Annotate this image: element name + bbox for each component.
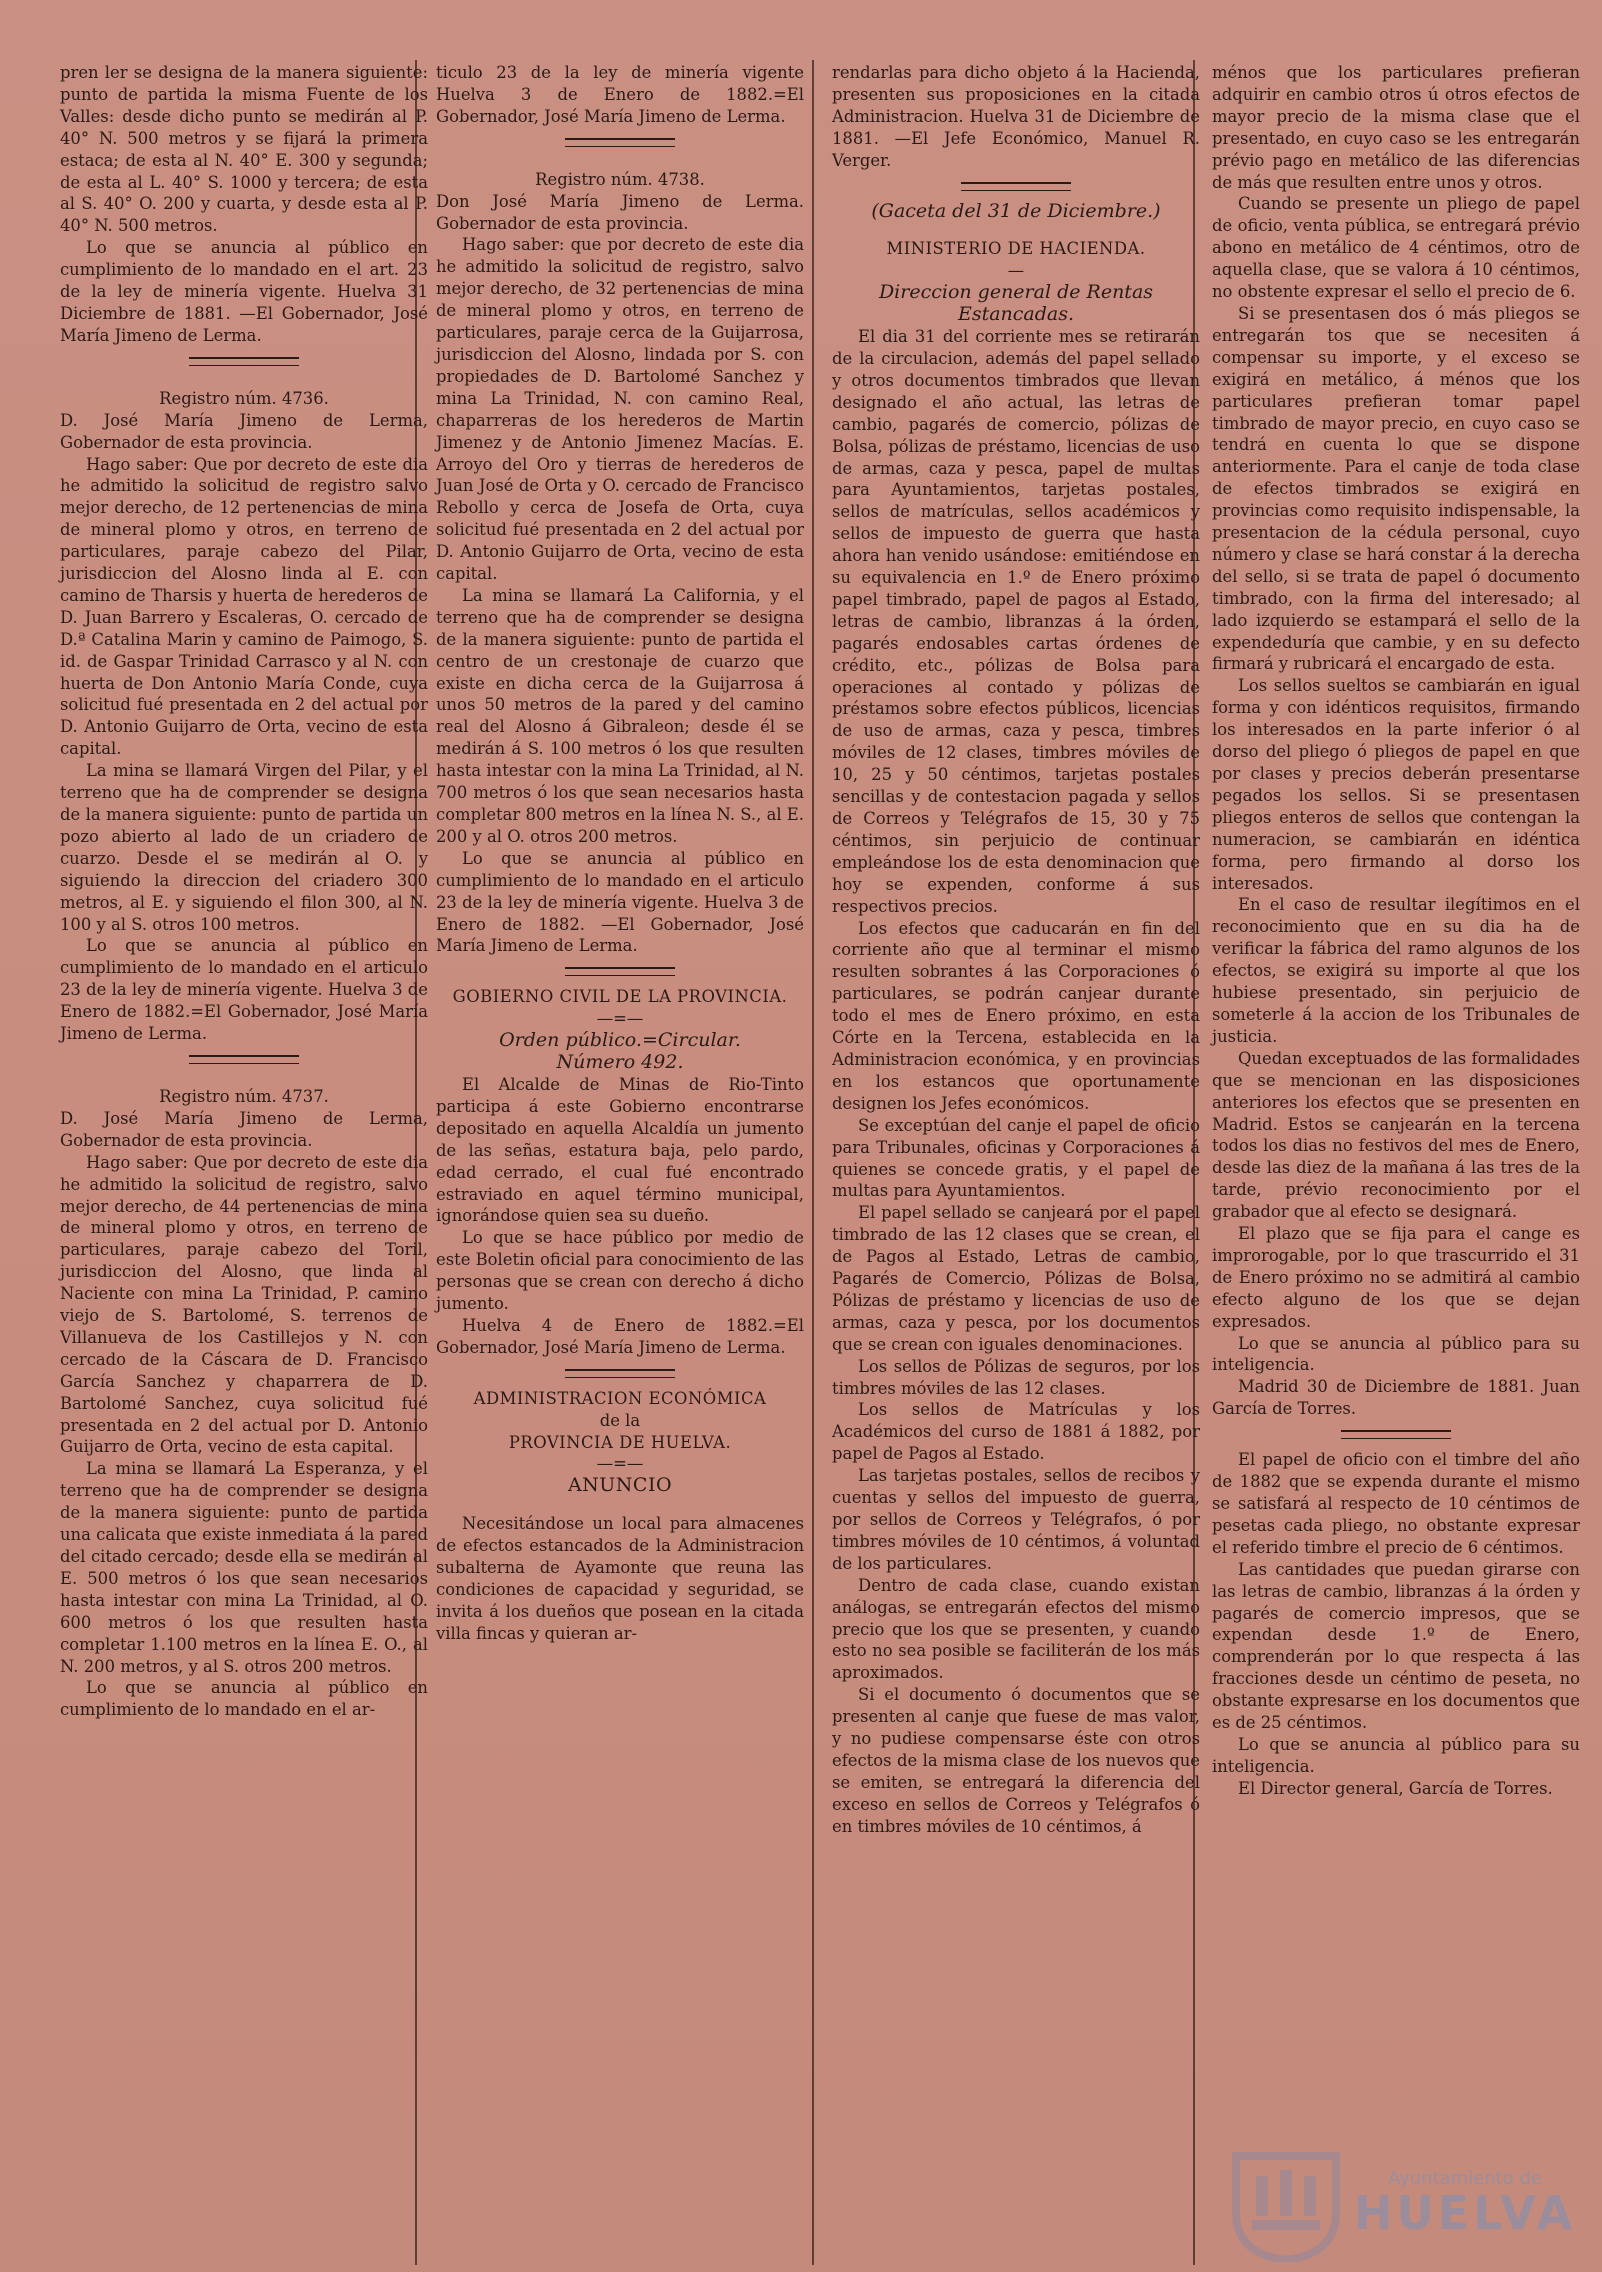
- paragraph: Cuando se presente un pliego de papel de oficio, venta pública, se entregará prévio abono en metálico de 4 céntimos, otro de aquella clase, que se valora á 10 céntimos, no obstente expresar el sello el precio de 6.: [1212, 194, 1580, 302]
- subsection-heading: Orden público.=Circular.: [499, 1029, 741, 1052]
- registro-title: Registro núm. 4736.: [159, 388, 329, 408]
- paragraph: Lo que se anuncia al público para su inteligencia.: [1212, 1333, 1580, 1375]
- column-3: [832, 62, 1200, 1838]
- gaceta-heading: (Gaceta del 31 de Diciembre.): [871, 199, 1161, 222]
- registro-title: Registro núm. 4737.: [159, 1086, 329, 1106]
- paragraph: Las tarjetas postales, sellos de recibos y cuentas y sellos del impuesto de guerra, por sellos de Correos y Telégrafos, ó por timbres móviles de 10 céntimos, á voluntad de los particulares.: [832, 1466, 1200, 1573]
- section-heading: MINISTERIO DE HACIENDA.: [886, 239, 1146, 259]
- paragraph: Hago saber: Que por decreto de este dia he admitido la solicitud de registro, salvo mejor derecho, de 44 pertenencias de mina de mineral plomo y otros, en terreno de particulares, paraje cabezo del Toril, jurisdiccion del Alosno, que linda al Naciente con mina La Trinidad, P. camino viejo de S. Bartolomé, S. terrenos de Villanueva de los Castillejos y N. con cercado de la Cáscara de D. Francisco García Sanchez y chaparrera de D. Bartolomé Sanchez, cuya solicitud fué presentada en 2 del actual por D. Antonio Guijarro de Orta, vecino de esta capital.: [60, 1152, 428, 1457]
- paragraph: En el caso de resultar ilegítimos en el reconocimiento que en su dia ha de verificar la fábrica del ramo algunos de los efectos, se exigirá su importe al que los hubiese presentado, sin perjuicio de someterle á la accion de los Tribunales de justicia.: [1212, 895, 1580, 1046]
- column-rule: [812, 60, 814, 2265]
- paragraph: ménos que los particulares prefieran adquirir en cambio otros ú otros efectos de mayor precio de la misma clase que el presentado, en cuyo caso se les entregarán prévio pago en metálico de las diferencias de más que resulten entre unos y otros.: [1212, 63, 1580, 192]
- paragraph: Necesitándose un local para almacenes de efectos estancados de la Administracion subalterna de Ayamonte que reuna las condiciones de capacidad y seguridad, se invita á los dueños que posean en la citada villa fincas y quieran ar-: [436, 1514, 804, 1643]
- paragraph: Los efectos que caducarán en fin del corriente año que al terminar el mismo resulten sobrantes á las Corporaciones ó particulares, se podrán canjear durante todo el mes de Enero próximo, en esta Córte en la Tercena, establecida en la Administracion económica, y en provincias en los estancos que oportunamente designen los Jefes económicos.: [832, 918, 1200, 1113]
- section-heading: de la: [599, 1410, 641, 1430]
- paragraph: La mina se llamará La California, y el terreno que ha de comprender se designa de la manera siguiente: punto de partida el centro de un crestonaje de cuarzo que existe en dicha cerca de la Guijarrosa á unos 50 metros de la pared y del camino real del Alosno á Gibraleon; desde él se medirán á S. 100 metros ó los que resulten hasta intestar con la mina La Trinidad, al N. 700 metros ó los que sean necesarios hasta completar 800 metros en la línea N. S., al E. 200 y al O. otros 200 metros.: [436, 585, 804, 846]
- paragraph: Dentro de cada clase, cuando existan análogas, se entregarán efectos del mismo precio que los que se presenten, y cuando esto no sea posible se faciliterán de los más aproximados.: [832, 1575, 1200, 1683]
- signature: Madrid 30 de Diciembre de 1881. Juan García de Torres.: [1212, 1377, 1580, 1419]
- section-heading: GOBIERNO CIVIL DE LA PROVINCIA.: [452, 987, 788, 1007]
- section-ornament: [961, 182, 1071, 191]
- paragraph: Lo que se anuncia al público en cumplimiento de lo mandado en el articulo 23 de la ley de minería vigente. Huelva 3 de Enero de 1882. —El Gobernador, José María Jimeno de Lerma.: [436, 848, 804, 956]
- paragraph: Huelva 4 de Enero de 1882.=El Gobernador, José María Jimeno de Lerma.: [436, 1315, 804, 1357]
- paragraph: El Alcalde de Minas de Rio-Tinto participa á este Gobierno encontrarse depositado en aquella Alcaldía un jumento de las señas, estatura baja, pelo pardo, edad cerrado, el cual fué encontrado estraviado en aquel término municipal, ignorándose quien sea su dueño.: [436, 1074, 804, 1226]
- paragraph: Lo que se anuncia al público en cumplimiento de lo mandado en el ar-: [60, 1678, 428, 1720]
- section-ornament: [565, 138, 675, 147]
- registro-title: Registro núm. 4738.: [535, 169, 705, 189]
- paragraph: Los sellos de Pólizas de seguros, por los timbres móviles de las 12 clases.: [832, 1356, 1200, 1398]
- paragraph: Si el documento ó documentos que se presenten al canje que fuese de mas valor, y no pudiese compensarse éste con otros efectos de la misma clase de los nuevos que se emiten, se entregará la diferencia del exceso en sellos de Correos y Telégrafos ó en timbres móviles de 10 céntimos, á: [832, 1685, 1200, 1836]
- watermark-small-text: Ayuntamiento de: [1388, 2168, 1542, 2189]
- paragraph: Los sellos de Matrículas y los Académicos del curso de 1881 á 1882, por papel de Pagos al Estado.: [832, 1400, 1200, 1464]
- column-4: [1212, 62, 1580, 1800]
- paragraph: Las cantidades que puedan girarse con las letras de cambio, libranzas á la órden y pagarés de comercio impresos, que se expendan desde 1.º de Enero, comprenderán por lo que respecta á las fracciones desde un céntimo de peseta, no obstante expresarse en los documentos que es de 25 céntimos.: [1212, 1559, 1580, 1733]
- paragraph: El papel sellado se canjeará por el papel timbrado de las 12 clases que se crean, el de Pagos al Estado, Letras de cambio, Pagarés de Comercio, Pólizas de Bolsa, Pólizas de préstamo y licencias de uso de armas, caza y pesca, por los documentos que se crean con iguales denominaciones.: [832, 1203, 1200, 1354]
- paragraph: Quedan exceptuados de las formalidades que se mencionan en las disposiciones anteriores los efectos que se presenten en Madrid. Estos se canjearán en la tercena todos los dias no festivos del mes de Enero, desde las diez de la mañana á las tres de la tarde, prévio reconocimiento por el grabador que al efecto se designará.: [1212, 1048, 1580, 1222]
- circular-number: Número 492.: [556, 1051, 684, 1074]
- section-ornament: [1341, 1430, 1451, 1439]
- registro-author: D. José María Jimeno de Lerma, Gobernador de esta provincia.: [60, 1108, 428, 1150]
- column-2: [436, 62, 804, 1645]
- section-ornament: [565, 967, 675, 976]
- paragraph: El plazo que se fija para el cange es improrogable, por lo que trascurrido el 31 de Enero próximo no se admitirá al cambio efecto alguno de los que se dejan expresados.: [1212, 1224, 1580, 1331]
- paragraph: rendarlas para dicho objeto á la Hacienda, presenten sus proposiciones en la citada Administracion. Huelva 31 de Diciembre de 1881. —El Jefe Económico, Manuel R. Verger.: [832, 63, 1200, 170]
- paragraph: ticulo 23 de la ley de minería vigente Huelva 3 de Enero de 1882.=El Gobernador, José María Jimeno de Lerma.: [436, 63, 804, 126]
- paragraph: pren ler se designa de la manera siguiente: punto de partida la misma Fuente de los Valles: desde dicho punto se medirán al P. 40° N. 500 metros y se fijará la primera estaca; de esta al N. 40° E. 300 y segunda; de esta al L. 40° S. 1000 y tercera; de esta al S. 40° O. 200 y cuarta, y desde esta al P. 40° N. 500 metros.: [60, 63, 428, 236]
- paragraph: Si se presentasen dos ó más pliegos se entregarán tos que se necesiten á compensar su importe, y el exceso se exigirá en metálico, á ménos que los particulares prefieran tomar papel timbrado de mayor precio, en cuyo caso se tendrá en cuenta lo que se dispone anteriormente. Para el canje de toda clase de efectos timbrados se exigirá en provincias como requisito indispensable, la presentacion de la cédula personal, cuyo número y clase se hará constar á la derecha del sello, si se trata de papel ó documento timbrado, con la firma del interesado; al lado izquierdo se estampará el sello de la expendeduría que cambie, y en su defecto firmará y rubricará el encargado de esta.: [1212, 303, 1580, 674]
- subsection-heading: Direccion general de Rentas Estancadas.: [878, 281, 1154, 326]
- registro-author: D. José María Jimeno de Lerma, Gobernador de esta provincia.: [60, 410, 428, 452]
- heading-separator: —=—: [596, 1009, 644, 1029]
- heading-separator: —=—: [596, 1454, 644, 1474]
- paragraph: Se exceptúan del canje el papel de oficio para Tribunales, oficinas y Corporaciones á quienes se concede gratis, y el papel de multas para Ayuntamientos.: [832, 1115, 1200, 1201]
- paragraph: La mina se llamará Virgen del Pilar, y el terreno que ha de comprender se designa de la manera siguiente: punto de partida un pozo abierto al lado de un criadero de cuarzo. Desde el se medirán al O. y siguiendo la direccion del criadero 300 metros, al E. y siguiendo el filon 300, al N. 100 y al S. otros 100 metros.: [60, 761, 428, 934]
- paragraph: Hago saber: Que por decreto de este dia he admitido la solicitud de registro salvo mejor derecho, de 12 pertenencias de mina de mineral plomo y otros, en terreno de particulares, paraje cabezo del Pilar, jurisdiccion del Alosno linda al E. con camino de Tharsis y huerta de herederos de D. Juan Barrero y Escaleras, O. cercado de D.ª Catalina Marin y camino de Paimogo, S. id. de Gaspar Trinidad Carrasco y al N. con huerta de Don Antonio María Conde, cuya solicitud fué presentada en 2 del actual por D. Antonio Guijarro de Orta, vecino de esta capital.: [60, 454, 428, 759]
- paragraph: Lo que se hace público por medio de este Boletin oficial para conocimiento de las personas que se crean con derecho á dicho jumento.: [436, 1228, 805, 1314]
- column-1: [60, 62, 428, 1721]
- paragraph: El papel de oficio con el timbre del año de 1882 que se expenda durante el mismo se satisfará al respecto de 10 céntimos de pesetas cada pliego, no obstante expresar el referido timbre el precio de 6 céntimos.: [1212, 1450, 1580, 1557]
- paragraph: Lo que se anuncia al público en cumplimiento de lo mandado en el articulo 23 de la ley de minería vigente. Huelva 3 de Enero de 1882.=El Gobernador, José María Jimeno de Lerma.: [60, 936, 428, 1044]
- paragraph: Hago saber: que por decreto de este dia he admitido la solicitud de registro, salvo mejor derecho, de 32 pertenencias de mina de mineral plomo y otros, en terreno de particulares, paraje cerca de la Guijarrosa, jurisdiccion del Alosno, lindada por S. con propiedades de D. Bartolomé Sanchez y mina La Trinidad, N. con camino Real, chaparreras de los herederos de Martin Jimenez y de Antonio Jimenez Macías. E. Arroyo del Oro y tierras de herederos de Juan José de Orta y O. cercado de Francisco Rebollo y cerca de Josefa de Orta, cuya solicitud fué presentada en 2 del actual por D. Antonio Guijarro de Orta, vecino de esta capital.: [436, 235, 804, 584]
- heading-separator: —: [1007, 261, 1025, 281]
- paragraph: Lo que se anuncia al público para su inteligencia.: [1212, 1734, 1580, 1776]
- section-ornament: [189, 357, 299, 366]
- watermark-big-text: HUELVA: [1353, 2186, 1577, 2240]
- paragraph: El dia 31 del corriente mes se retirarán de la circulacion, además del papel sellado y otros documentos timbrados que llevan designado el año actual, las letras de cambio, pagarés de comercio, pólizas de Bolsa, pólizas de préstamo, licencias de uso de armas, caza y pesca, papel de multas para Ayuntamientos, tarjetas postales, sellos de matrículas, sellos académicos y sellos de impuesto de guerra que hasta ahora han venido usándose: emitiéndose en su equivalencia en 1.º de Enero próximo papel timbrado, papel de pagos al Estado, letras de cambio, libranzas á la órden, pagarés endosables cartas órdenes de crédito, etc., pólizas de Bolsa para operaciones al contado y pólizas de préstamos sobre efectos públicos, licencias de uso de armas, caza y pesca, timbres móviles de 12 clases, timbres móviles de 10, 25 y 50 céntimos, tarjetas postales sencillas y de contestacion pagada y sellos de Correos y Telégrafos de 15, 30 y 75 céntimos, sin perjuicio de continuar empleándose los de esta denominacion que hoy se expenden, conforme á sus respectivos precios.: [832, 327, 1200, 916]
- paragraph: La mina se llamará La Esperanza, y el terreno que ha de comprender se designa de la manera siguiente: punto de partida una calicata que existe inmediata á la pared del citado cercado; desde ella se medirán al E. 500 metros ó los que sean necesarios hasta intestar con mina La Trinidad, al O. 600 metros ó los que resulten hasta completar 1.100 metros en la línea E. O., al N. 200 metros, y al S. otros 200 metros.: [60, 1459, 428, 1676]
- paragraph: Los sellos sueltos se cambiarán en igual forma y con idénticos requisitos, firmando los interesados en la parte inferior ó al dorso del pliego ó pliegos de papel en que por clases y precios deberán presentarse pegados los sellos. Si se presentasen pliegos enteros de sellos que contengan la numeracion, se cambiarán en idéntica forma, pero firmando al dorso los interesados.: [1212, 676, 1580, 893]
- city-seal-icon: [1226, 2150, 1346, 2262]
- registro-author: Don José María Jimeno de Lerma. Gobernador de esta provincia.: [436, 191, 804, 233]
- paragraph: Lo que se anuncia al público en cumplimiento de lo mandado en el art. 23 de la ley de minería vigente. Huelva 31 Diciembre de 1881. —El Gobernador, José María Jimeno de Lerma.: [60, 238, 428, 345]
- section-heading: ADMINISTRACION ECONÓMICA: [473, 1388, 767, 1408]
- anuncio-heading: ANUNCIO: [567, 1474, 673, 1497]
- section-ornament: [189, 1055, 299, 1064]
- section-ornament: [565, 1369, 675, 1378]
- watermark: [1350, 2168, 1580, 2240]
- signature: El Director general, García de Torres.: [1238, 1778, 1553, 1798]
- section-heading: PROVINCIA DE HUELVA.: [508, 1432, 732, 1452]
